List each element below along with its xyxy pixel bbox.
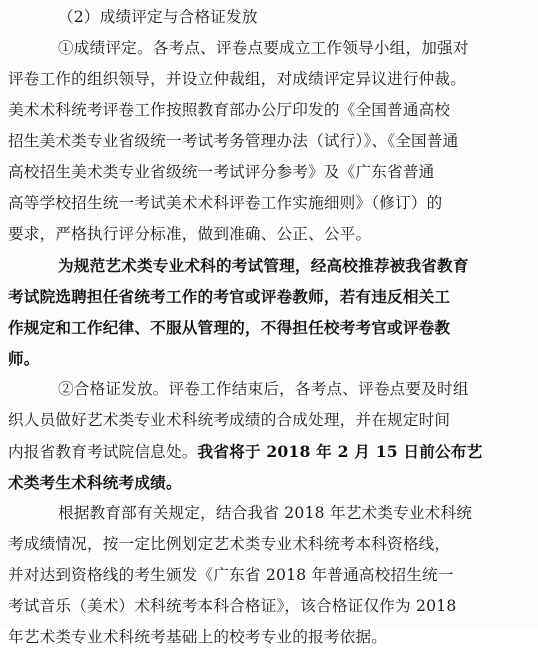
section-heading: （2）成绩评定与合格证发放 [58,8,258,26]
bold-paragraph-line: 为规范艺术类专业术科的考试管理，经高校推荐被我省教育 [58,256,469,275]
paragraph-line: 织人员做好艺术类专业术科统考成绩的合成处理，并在规定时间 [8,411,451,429]
paragraph-line-cut: 年艺术类专业术科统考基础上的校考专业的报考依据。 [8,628,388,646]
paragraph-line: 高校招生美术类专业省级统一考试评分参考》及《广东省普通 [8,163,435,181]
bold-paragraph-line: 师。 [8,349,40,368]
paragraph-line: 内报省教育考试院信息处。我省将于 2018 年 2 月 15 日前公布艺 [8,442,483,461]
bold-paragraph-line: 术类考生术科统考成绩。 [8,473,182,492]
paragraph-line: 根据教育部有关规定，结合我省 2018 年艺术类专业术科统 [58,504,473,522]
paragraph-line: ②合格证发放。评卷工作结束后，各考点、评卷点要及时组 [58,380,469,398]
paragraph-line: 招生美术类专业省级统一考试考务管理办法（试行）》、《全国普通 [8,132,459,150]
paragraph-line: 评卷工作的组织领导，并设立仲裁组，对成绩评定异议进行仲裁。 [8,70,467,88]
bold-paragraph-line: 作规定和工作纪律、不服从管理的，不得担任校考考官或评卷教 [8,318,451,337]
paragraph-line: 高等学校招生统一考试美术术科评卷工作实施细则》（修订）的 [8,194,443,212]
bold-announcement: 我省将于 2018 年 2 月 15 日前公布艺 [197,442,483,461]
paragraph-line: 美术术科统考评卷工作按照教育部办公厅印发的《全国普通高校 [8,101,451,119]
paragraph-line: ①成绩评定。各考点、评卷点要成立工作领导小组，加强对 [58,39,469,57]
paragraph-line: 要求，严格执行评分标准，做到准确、公正、公平。 [8,225,372,243]
paragraph-line: 考试音乐（美术）术科统考本科合格证》，该合格证仅作为 2018 [8,597,457,615]
paragraph-line: 并对达到资格线的考生颁发《广东省 2018 年普通高校招生统一 [8,566,454,584]
bold-paragraph-line: 考试院选聘担任省统考工作的考官或评卷教师，若有违反相关工 [8,287,451,306]
paragraph-line: 考成绩情况，按一定比例划定艺术类专业术科统考本科资格线， [8,535,451,553]
